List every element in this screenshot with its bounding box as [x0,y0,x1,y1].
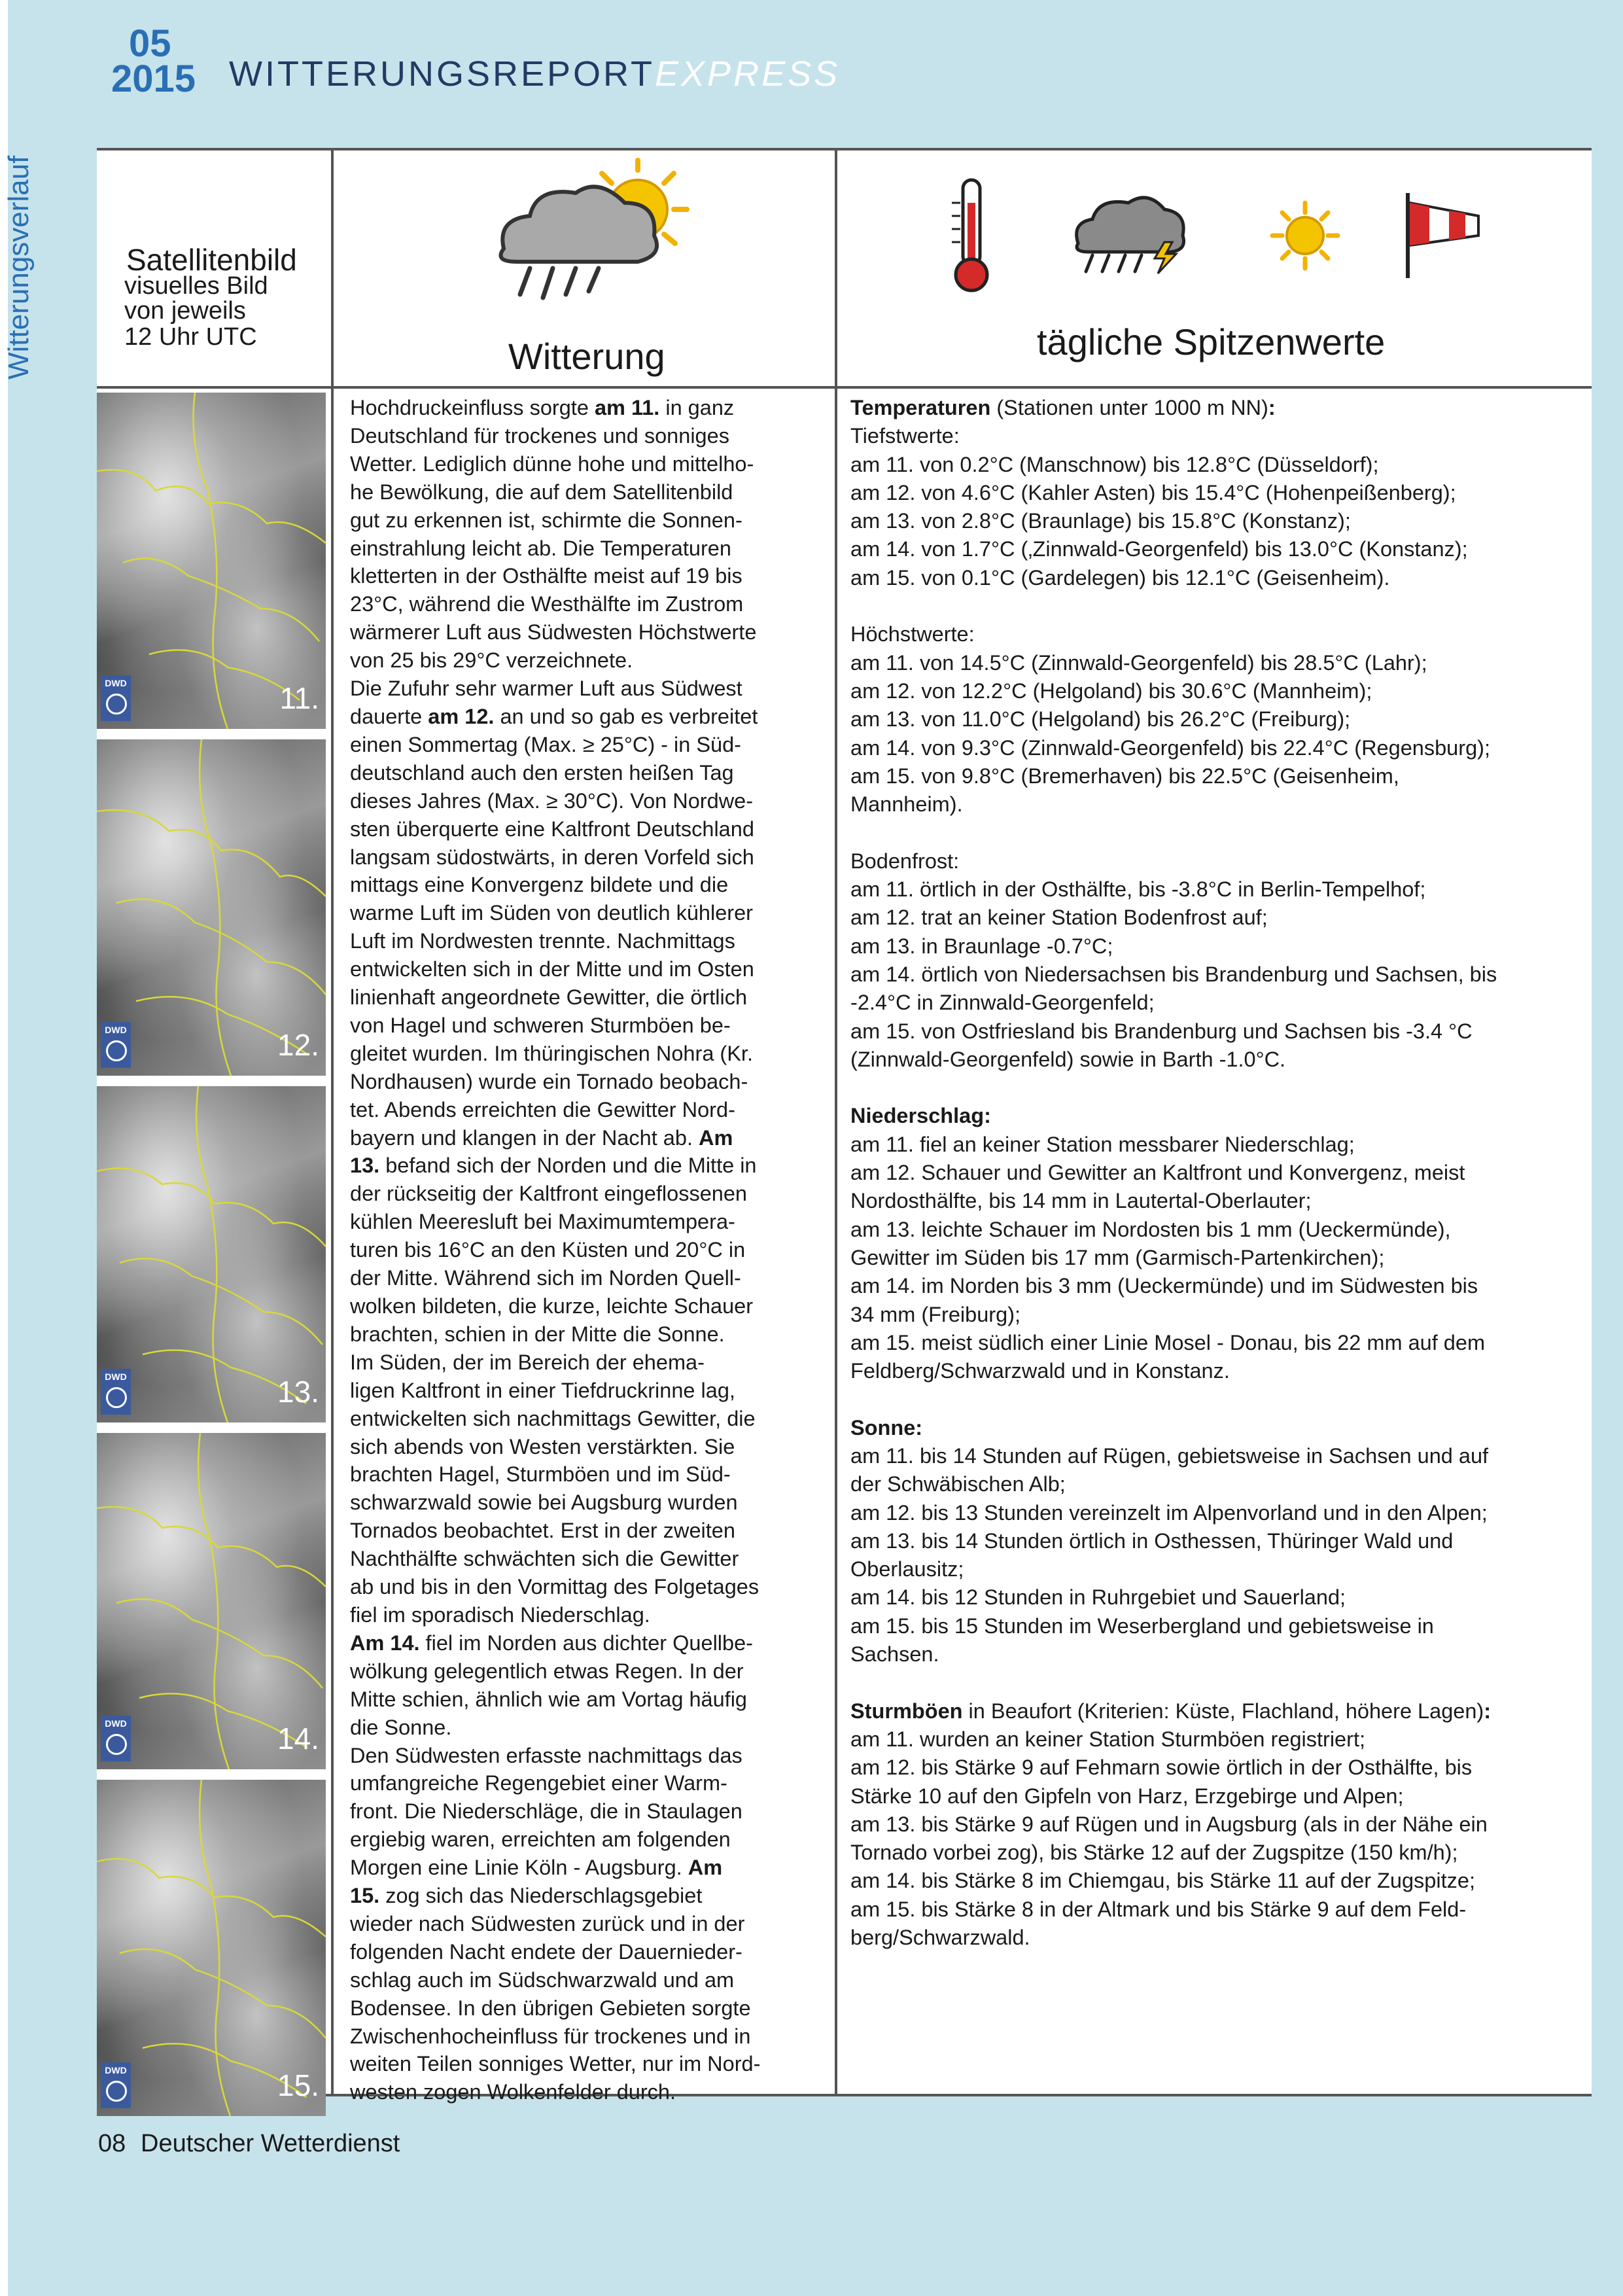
text-segment: Wetter. Lediglich dünne hohe und mittelho- [350,451,754,476]
weather-line [350,1292,828,1320]
satellite-image-11 [97,393,326,729]
weather-line [350,1910,828,1938]
extremes-line [850,1810,1586,1839]
extremes-line [850,734,1586,762]
text-segment: wolken bildeten, die kurze, leichte Schauer [350,1294,754,1318]
weather-line [350,703,828,731]
extremes-line [850,422,1586,450]
text-segment: wölkung gelegentlich etwas Regen. In der [350,1659,744,1683]
text-segment: Gewitter im Süden bis 17 mm (Garmisch-Partenkirchen); [850,1245,1385,1269]
weather-line [350,927,828,955]
weather-line [350,394,828,422]
weather-line [350,843,828,872]
extremes-line [850,1187,1586,1215]
text-segment: in Beaufort (Kriterien: Küste, Flachland, höhere Lagen) [962,1699,1484,1723]
text-segment: deutschland auch den ersten heißen Tag [350,760,734,785]
extremes-line [850,1272,1586,1300]
extremes-line [850,1329,1586,1357]
text-segment: brachten Hagel, Sturmböen und im Süd- [350,1462,731,1487]
text-segment: Oberlausitz; [850,1557,964,1581]
text-segment: am 13. leichte Schauer im Nordosten bis 1 mm (Ueckermünde), [850,1217,1451,1241]
weather-line [350,1489,828,1517]
extremes-line [850,1499,1586,1527]
weather-line [350,1096,828,1124]
text-segment: der rückseitig der Kaltfront eingeflossenen [350,1182,748,1206]
side-label: Witterungsverlauf [3,155,35,380]
weather-line [350,562,828,590]
extremes-line [850,819,1586,847]
extremes-line [850,1640,1586,1669]
weather-line [350,1012,828,1040]
text-segment: am 12. von 4.6°C (Kahler Asten) bis 15.4°C (Hohenpeißenberg); [850,480,1456,504]
weather-line [350,2022,828,2051]
text-segment: -2.4°C in Zinnwald-Georgenfeld; [850,991,1155,1015]
text-segment: am 14. im Norden bis 3 mm (Ueckermünde) und im Südwesten bis [850,1274,1478,1298]
weather-line [350,1208,828,1236]
right-margin-band [1592,0,1623,2296]
text-segment: entwickelten sich nachmittags Gewitter, die [350,1406,756,1430]
col1-sub3: 12 Uhr UTC [124,323,257,351]
text-segment: dauerte [350,704,428,728]
text-segment: (Stationen unter 1000 m NN) [990,396,1268,419]
text-segment: Am 14. [350,1631,420,1655]
text-segment: an und so gab es verbreitet [494,704,758,728]
weather-line [350,1517,828,1545]
text-segment: Den Südwesten erfasste nachmittags das [350,1743,742,1767]
text-segment: 13. [350,1154,380,1178]
extremes-line [850,1046,1586,1074]
text-segment: sich abends von Westen verstärkten. Sie [350,1434,735,1458]
text-segment: am 12. von 12.2°C (Helgoland) bis 30.6°C (Mannheim); [850,679,1372,703]
text-segment: he Bewölkung, die auf dem Satellitenbild [350,480,733,504]
text-segment: wärmerer Luft aus Südwesten Höchstwerte [350,620,757,645]
extremes-line [850,1555,1586,1583]
text-segment: Nordhausen) wurde ein Tornado beobach- [350,1069,748,1093]
extremes-line [850,564,1586,592]
text-segment: am 12. bis Stärke 9 auf Fehmarn sowie örtlich in der Osthälfte, bis [850,1756,1473,1780]
text-segment: dieses Jahres (Max. ≥ 30°C). Von Nordwe- [350,788,754,813]
text-segment: einstrahlung leicht ab. Die Temperaturen [350,536,731,560]
weather-line [350,1180,828,1208]
extremes-line [850,932,1586,961]
weather-line [350,1405,828,1433]
extremes-line [850,677,1586,705]
weather-line [350,1742,828,1770]
extremes-line [850,1725,1586,1754]
text-segment: warme Luft im Süden von deutlich kühlerer [350,901,754,925]
footer-publisher: Deutscher Wetterdienst [141,2130,400,2157]
weather-line [350,1573,828,1601]
weather-line [350,1236,828,1264]
dwd-logo-text: DWD [105,1718,127,1729]
extremes-line [850,620,1586,648]
extremes-line [850,1470,1586,1498]
footer-band [0,2094,1592,2296]
extremes-line [850,1867,1586,1895]
weather-line [350,1966,828,1994]
extremes-line [850,1244,1586,1272]
text-segment: am 15. bis Stärke 8 in der Altmark und bis Stärke 9 auf dem Feld- [850,1897,1467,1921]
weather-line [350,815,828,843]
text-segment: schwarzwald sowie bei Augsburg wurden [350,1491,738,1515]
extremes-line [850,790,1586,819]
text-segment: am 12. trat an keiner Station Bodenfrost auf; [850,906,1268,930]
text-segment: von 25 bis 29°C verzeichnete. [350,648,633,673]
satellite-day-label: 14. [277,1722,319,1756]
satellite-day-label: 11. [279,681,319,715]
text-segment: bayern und klangen in der Nacht ab. [350,1125,699,1150]
weather-line [350,1320,828,1349]
text-segment: Im Süden, der im Bereich der ehema- [350,1350,705,1374]
daily-extremes [850,394,1586,1952]
extremes-line [850,1414,1586,1442]
satellite-image-14 [97,1433,326,1769]
col2-title: Witterung [508,336,665,377]
dwd-logo [101,1369,131,1415]
weather-line [350,1460,828,1489]
dwd-logo-text: DWD [105,2065,127,2075]
satellite-image-12 [97,739,326,1076]
text-segment: mittags eine Konvergenz bildete und die [350,873,729,897]
text-segment: der Mitte. Während sich im Norden Quell- [350,1266,741,1290]
text-segment: am 14. bis 12 Stunden in Ruhrgebiet und Sauerland; [850,1585,1346,1610]
satellite-day-label: 15. [277,2068,319,2102]
text-segment: Tornados beobachtet. Erst in der zweiten [350,1519,735,1543]
text-segment: entwickelten sich in der Mitte und im Osten [350,957,754,981]
weather-line [350,1152,828,1180]
text-segment: : [1484,1699,1492,1723]
text-segment: ergiebig waren, erreichten am folgenden [350,1828,731,1852]
dwd-logo [101,1022,131,1068]
dwd-logo [101,675,131,721]
text-segment: am 13. bis Stärke 9 auf Rügen und in Augsburg (als in der Nähe ein [850,1812,1488,1836]
extremes-line [850,394,1586,422]
weather-line [350,1797,828,1826]
cloud-sun-rain-icon [484,157,700,314]
text-segment: front. Die Niederschläge, die in Staulagen [350,1799,742,1824]
weather-line [350,535,828,563]
weather-line [350,1040,828,1068]
weather-line [350,1349,828,1377]
extremes-line [850,705,1586,733]
col1-sub2: von jeweils [124,297,246,325]
extremes-line [850,1896,1586,1924]
weather-line [350,2050,828,2078]
weather-line [350,1882,828,1910]
dwd-logo-text: DWD [105,1371,127,1382]
text-segment: in ganz [659,396,735,419]
weather-line [350,675,828,703]
weather-line [350,478,828,506]
dwd-logo-text: DWD [105,1025,127,1035]
extremes-line [850,1385,1586,1413]
weather-line [350,1686,828,1714]
text-segment: am 15. von 0.1°C (Gardelegen) bis 12.1°C (Geisenheim). [850,565,1390,590]
text-segment: langsam südostwärts, in deren Vorfeld sich [350,845,754,869]
text-segment: Niederschlag: [850,1104,991,1128]
text-segment: einen Sommertag (Max. ≥ 25°C) - in Süd- [350,732,741,756]
text-segment: fiel im Norden aus dichter Quellbe- [419,1631,753,1655]
text-segment: Mitte schien, ähnlich wie am Vortag häufig [350,1687,747,1711]
weather-line [350,422,828,450]
extremes-line [850,1612,1586,1640]
text-segment: am 12. bis 13 Stunden vereinzelt im Alpenvorland und in den Alpen; [850,1500,1488,1525]
text-segment: am 12. [428,704,495,728]
text-segment: gut zu erkennen ist, schirmte die Sonnen- [350,508,742,532]
text-segment: Nordosthälfte, bis 14 mm in Lautertal-Oberlauter; [850,1189,1312,1213]
text-segment: berg/Schwarzwald. [850,1926,1030,1950]
extremes-line [850,1216,1586,1244]
text-segment: Bodenfrost: [850,849,960,873]
text-segment: Hochdruckeinfluss sorgte [350,396,595,419]
text-segment: am 13. von 11.0°C (Helgoland) bis 26.2°C (Freiburg); [850,707,1351,732]
text-segment: am 15. bis 15 Stunden im Weserbergland und gebietsweise in [850,1614,1434,1638]
extremes-line [850,1924,1586,1952]
footer-page-number: 08 [98,2130,126,2157]
col-divider-1 [331,148,334,2096]
text-segment: ab und bis in den Vormittag des Folgetages [350,1575,759,1599]
satellite-image-13 [97,1086,326,1422]
extremes-line [850,1357,1586,1385]
text-segment: turen bis 16°C an den Küsten und 20°C in [350,1238,746,1262]
text-segment: umfangreiche Regengebiet einer Warm- [350,1771,727,1795]
extremes-line [850,961,1586,989]
text-segment: : [1268,396,1276,419]
issue-year: 2015 [111,58,196,100]
col1-title: Satellitenbild [126,243,297,277]
weather-line [350,2078,828,2106]
text-segment: kühlen Meeresluft bei Maximumtempera- [350,1210,735,1234]
text-segment: am 13. von 2.8°C (Braunlage) bis 15.8°C (Konstanz); [850,509,1351,533]
text-segment: am 15. meist südlich einer Linie Mosel - Donau, bis 22 mm auf dem [850,1330,1486,1354]
extremes-line [850,1301,1586,1329]
satellite-day-label: 12. [277,1028,319,1062]
weather-line [350,759,828,787]
text-segment: der Schwäbischen Alb; [850,1472,1066,1496]
weather-line [350,955,828,983]
sun-icon [1269,200,1341,272]
weather-line [350,1433,828,1461]
text-segment: fiel im sporadisch Niederschlag. [350,1602,650,1627]
text-segment: Temperaturen [850,396,991,419]
weather-line [350,1629,828,1657]
weather-line [350,1769,828,1797]
weather-line [350,1068,828,1096]
dwd-logo-text: DWD [105,678,127,688]
text-segment: kletterten in der Osthälfte meist auf 19 bis [350,564,742,588]
text-segment: Tiefstwerte: [850,424,960,448]
weather-line [350,871,828,899]
text-segment: brachten, schien in der Mitte die Sonne. [350,1322,725,1346]
col-divider-2 [835,148,837,2096]
thermometer-icon [949,177,994,294]
text-segment: am 14. bis Stärke 8 im Chiemgau, bis Stärke 11 auf der Zugspitze; [850,1869,1475,1893]
text-segment: am 13. bis 14 Stunden örtlich in Osthessen, Thüringer Wald und [850,1528,1454,1553]
extremes-line [850,1669,1586,1697]
report-title-main: WITTERUNGSREPORT [229,54,655,94]
weather-line [350,1377,828,1405]
text-segment: von Hagel und schweren Sturmböen be- [350,1013,731,1037]
text-segment: am 11. von 14.5°C (Zinnwald-Georgenfeld) bis 28.5°C (Lahr); [850,650,1427,675]
extremes-line [850,1131,1586,1159]
text-segment: am 11. bis 14 Stunden auf Rügen, gebietsweise in Sachsen und auf [850,1443,1489,1468]
extremes-line [850,535,1586,563]
weather-line [350,731,828,759]
extremes-line [850,479,1586,507]
extremes-line [850,1017,1586,1046]
satellite-day-label: 13. [277,1375,319,1409]
weather-line [350,590,828,618]
dwd-logo [101,2062,131,2108]
text-segment: tet. Abends erreichten die Gewitter Nord- [350,1097,735,1122]
text-segment: Am [688,1856,723,1880]
weather-line [350,899,828,927]
extremes-line [850,1074,1586,1102]
weather-line [350,646,828,675]
text-segment: am 12. Schauer und Gewitter an Kaltfront und Konvergenz, meist [850,1161,1465,1185]
text-segment: Sachsen. [850,1642,939,1667]
text-segment: zog sich das Niederschlagsgebiet [379,1884,703,1908]
issue-number: 05 [129,22,171,65]
weather-line [350,1714,828,1742]
text-segment: weiten Teilen sonniges Wetter, nur im Nord- [350,2052,761,2076]
text-segment: am 15. von 9.8°C (Bremerhaven) bis 22.5°C (Geisenheim, [850,764,1399,788]
extremes-line [850,1697,1586,1725]
text-segment: Am [699,1125,733,1150]
text-segment: am 11. [594,396,660,419]
text-segment: ligen Kaltfront in einer Tiefdruckrinne lag, [350,1378,735,1402]
extremes-line [850,649,1586,677]
text-segment: am 14. von 9.3°C (Zinnwald-Georgenfeld) bis 22.4°C (Regensburg); [850,735,1490,760]
text-segment: Bodensee. In den übrigen Gebieten sorgte [350,1996,751,2020]
text-segment: am 13. in Braunlage -0.7°C; [850,934,1113,958]
text-segment: Sonne: [850,1415,923,1439]
text-segment: am 14. örtlich von Niedersachsen bis Brandenburg und Sachsen, bis [850,962,1497,986]
weather-narrative [350,394,828,2106]
extremes-line [850,1159,1586,1187]
text-segment: Tornado vorbei zog), bis Stärke 12 auf der Zugspitze (150 km/h); [850,1841,1458,1865]
text-segment: Feldberg/Schwarzwald und in Konstanz. [850,1359,1230,1383]
text-segment: 23°C, während die Westhälfte im Zustrom [350,592,744,616]
weather-line [350,1938,828,1966]
extremes-line [850,1583,1586,1612]
text-segment: Mannheim). [850,792,963,817]
extremes-line [850,762,1586,790]
text-segment: linienhaft angeordnete Gewitter, die örtlich [350,985,748,1010]
extremes-line [850,507,1586,535]
extremes-line [850,1754,1586,1782]
extremes-line [850,904,1586,932]
weather-line [350,618,828,646]
text-segment: sten überquerte eine Kaltfront Deutschland [350,817,754,841]
weather-line [350,1124,828,1152]
report-title [229,54,840,94]
text-segment: Luft im Nordwesten trennte. Nachmittags [350,929,735,953]
satellite-image-15 [97,1780,326,2116]
text-segment: am 11. von 0.2°C (Manschnow) bis 12.8°C (Düsseldorf); [850,452,1379,476]
extremes-line [850,592,1586,620]
weather-line [350,1657,828,1686]
text-segment: 34 mm (Freiburg); [850,1302,1021,1326]
extremes-line [850,847,1586,875]
extremes-line [850,1839,1586,1867]
text-segment: die Sonne. [350,1715,452,1739]
text-segment: 15. [350,1884,380,1908]
dwd-logo [101,1716,131,1761]
weather-line [350,1264,828,1292]
weather-line [350,506,828,535]
report-title-express: EXPRESS [655,54,841,94]
extremes-line [850,875,1586,904]
text-segment: Sturmböen [850,1699,963,1723]
col3-title: tägliche Spitzenwerte [1037,321,1386,362]
text-segment: (Zinnwald-Georgenfeld) sowie in Barth -1.0°C. [850,1047,1286,1071]
text-segment: befand sich der Norden und die Mitte in [379,1154,757,1178]
weather-line [350,1826,828,1854]
text-segment: Zwischenhocheinfluss für trockenes und in [350,2024,751,2048]
text-segment: am 15. von Ostfriesland bis Brandenburg und Sachsen bis -3.4 °C [850,1019,1473,1043]
extremes-line [850,451,1586,479]
weather-line [350,1854,828,1882]
extremes-line [850,989,1586,1017]
text-segment: am 11. örtlich in der Osthälfte, bis -3.8°C in Berlin-Tempelhof; [850,877,1426,902]
weather-line [350,1994,828,2022]
extremes-line [850,1782,1586,1810]
weather-line [350,1545,828,1573]
weather-line [350,983,828,1012]
text-segment: schlag auch im Südschwarzwald und am [350,1968,735,1992]
text-segment: gleitet wurden. Im thüringischen Nohra (Kr. [350,1041,753,1065]
extremes-line [850,1102,1586,1130]
weather-line [350,1601,828,1629]
thunderstorm-cloud-icon [1066,190,1191,275]
col1-sub1: visuelles Bild [124,272,268,300]
text-segment: am 14. von 1.7°C (‚Zinnwald-Georgenfeld) bis 13.0°C (Konstanz); [850,537,1468,561]
text-segment: Morgen eine Linie Köln - Augsburg. [350,1856,688,1880]
windsock-icon [1400,190,1492,281]
text-segment: wieder nach Südwesten zurück und in der [350,1911,745,1935]
extremes-line [850,1527,1586,1555]
text-segment: Nachthälfte schwächten sich die Gewitter [350,1547,739,1571]
text-segment: Die Zufuhr sehr warmer Luft aus Südwest [350,677,742,701]
text-segment: Deutschland für trockenes und sonniges [350,423,729,448]
columns-title-rule [97,386,1592,389]
text-segment: am 11. fiel an keiner Station messbarer Niederschlag; [850,1132,1355,1156]
text-segment: folgenden Nacht endete der Dauernieder- [350,1939,742,1964]
text-segment: Höchstwerte: [850,622,975,646]
extremes-line [850,1442,1586,1470]
weather-line [350,450,828,478]
text-segment: westen zogen Wolkenfelder durch. [350,2080,676,2104]
header-top-rule [97,148,1592,150]
text-segment: am 11. wurden an keiner Station Sturmböen registriert; [850,1727,1366,1751]
text-segment: Stärke 10 auf den Gipfeln von Harz, Erzgebirge und Alpen; [850,1784,1404,1808]
weather-line [350,787,828,815]
